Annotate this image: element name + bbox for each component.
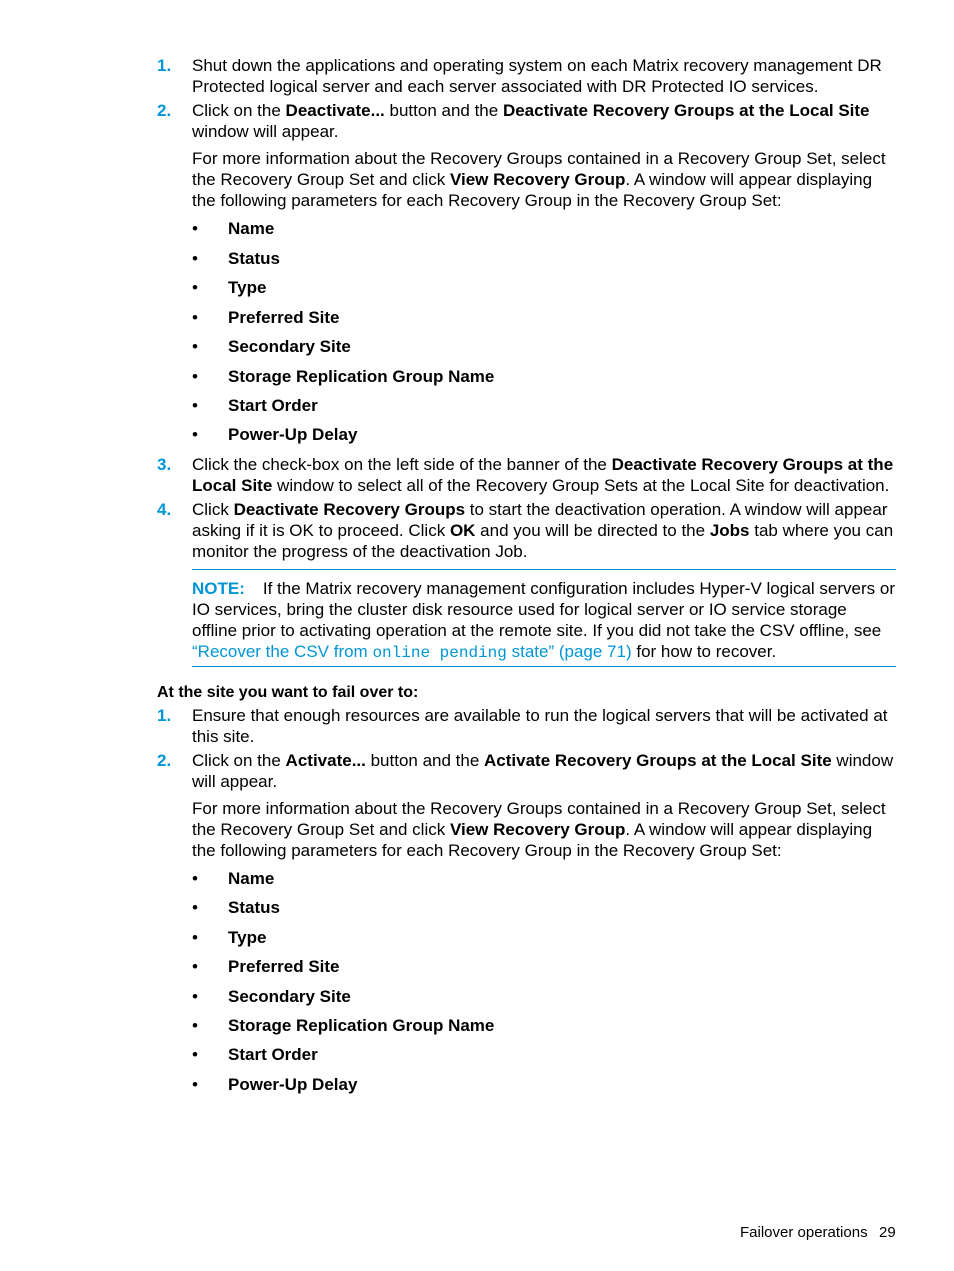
bullet-icon: • xyxy=(192,219,198,238)
link-code: online pending xyxy=(372,644,507,662)
text-run: If the Matrix recovery management configuration includes Hyper-V logical servers or IO services, bring the cluster disk resource used for logical server or IO service storage offline prior to activating operation at the remote site. If you did not take the CSV offline, see xyxy=(192,579,895,640)
param-label: Status xyxy=(228,898,280,917)
text-run: window will appear. xyxy=(192,751,894,791)
bullet-icon: • xyxy=(192,367,198,386)
bullet-icon: • xyxy=(192,1016,198,1035)
ui-term-window: Activate Recovery Groups at the Local Site xyxy=(484,751,832,770)
note-box xyxy=(192,569,896,667)
info-paragraph-b xyxy=(192,798,898,861)
link-text: “Recover the CSV from xyxy=(192,642,373,661)
step-text: Ensure that enough resources are available to run the logical servers that will be activated at this site. xyxy=(192,706,888,746)
text-run: tab where you can monitor the progress of the deactivation Job. xyxy=(192,521,894,561)
param-label: Power-Up Delay xyxy=(228,425,358,444)
param-label: Secondary Site xyxy=(228,337,351,356)
text-run: Click xyxy=(192,500,234,519)
bullet-icon: • xyxy=(192,278,198,297)
info-paragraph-a xyxy=(192,148,898,211)
ui-term-activate: Activate... xyxy=(285,751,366,770)
bullet-icon: • xyxy=(192,1045,198,1064)
param-label: Type xyxy=(228,278,267,297)
bullet-icon: • xyxy=(192,957,198,976)
param-label: Preferred Site xyxy=(228,957,340,976)
text-run: to start the deactivation operation. A window will appear asking if it is OK to proceed. Click xyxy=(192,500,888,540)
param-label: Secondary Site xyxy=(228,987,351,1006)
bullet-icon: • xyxy=(192,869,198,888)
param-label: Start Order xyxy=(228,396,318,415)
text-run: Click on the xyxy=(192,101,286,120)
text-run: . A window will appear displaying the following parameters for each Recovery Group in the Recovery Group Set: xyxy=(192,820,873,860)
text-run: For more information about the Recovery Groups contained in a Recovery Group Set, select the Recovery Group Set and click xyxy=(192,149,886,189)
bullet-icon: • xyxy=(192,396,198,415)
footer-page-number: 29 xyxy=(879,1224,896,1241)
step-number: 1. xyxy=(157,56,172,75)
text-run: button and the xyxy=(384,101,503,120)
step-number: 4. xyxy=(157,500,172,519)
ui-term-deactivate: Deactivate... xyxy=(285,101,385,120)
ui-term-ok: OK xyxy=(449,521,476,540)
bullet-icon: • xyxy=(192,1075,198,1094)
param-label: Start Order xyxy=(228,1045,318,1064)
footer-section-title: Failover operations xyxy=(740,1224,868,1241)
param-label: Type xyxy=(228,928,267,947)
ui-term-window: Deactivate Recovery Groups at the Local Site xyxy=(502,101,870,120)
step-text xyxy=(192,100,899,142)
ui-term-view-recovery-group: View Recovery Group xyxy=(449,170,626,189)
step-text: Shut down the applications and operating system on each Matrix recovery management DR Protected logical server and each server associated with DR Protected IO services. xyxy=(192,56,882,96)
bullet-icon: • xyxy=(192,425,198,444)
step-text xyxy=(192,454,899,496)
step-number: 3. xyxy=(157,455,172,474)
text-run: button and the xyxy=(365,751,485,770)
param-label: Power-Up Delay xyxy=(228,1075,358,1094)
ui-term-window: Deactivate Recovery Groups at the Local Site xyxy=(192,455,894,495)
text-run: window will appear. xyxy=(192,122,339,141)
param-label: Status xyxy=(228,249,280,268)
bullet-icon: • xyxy=(192,249,198,268)
link-text: state” (page 71) xyxy=(506,642,632,661)
bullet-icon: • xyxy=(192,928,198,947)
text-run: and you will be directed to the xyxy=(475,521,710,540)
ui-term-view-recovery-group: View Recovery Group xyxy=(449,820,626,839)
text-run: Click on the xyxy=(192,751,286,770)
text-run: for how to recover. xyxy=(631,642,777,661)
param-label: Preferred Site xyxy=(228,308,340,327)
note-label: NOTE: xyxy=(192,579,245,598)
step-number: 2. xyxy=(157,751,172,770)
param-label: Storage Replication Group Name xyxy=(228,367,495,386)
section-heading: At the site you want to fail over to: xyxy=(157,684,419,701)
bullet-icon: • xyxy=(192,337,198,356)
note-text xyxy=(192,578,896,664)
bullet-icon: • xyxy=(192,987,198,1006)
cross-reference-link[interactable] xyxy=(192,642,632,661)
ui-term-jobs: Jobs xyxy=(709,521,750,540)
text-run: Click the check-box on the left side of the banner of the xyxy=(192,455,612,474)
bullet-icon: • xyxy=(192,898,198,917)
step-number: 2. xyxy=(157,101,172,120)
text-run: For more information about the Recovery Groups contained in a Recovery Group Set, select the Recovery Group Set and click xyxy=(192,799,886,839)
param-label: Storage Replication Group Name xyxy=(228,1016,495,1035)
step-text xyxy=(192,750,899,792)
step-number: 1. xyxy=(157,706,172,725)
ui-term-deactivate-groups: Deactivate Recovery Groups xyxy=(233,500,466,519)
text-run: . A window will appear displaying the following parameters for each Recovery Group in the Recovery Group Set: xyxy=(192,170,873,210)
param-label: Name xyxy=(228,869,275,888)
param-label: Name xyxy=(228,219,275,238)
bullet-icon: • xyxy=(192,308,198,327)
step-text xyxy=(192,499,899,562)
text-run: window to select all of the Recovery Group Sets at the Local Site for deactivation. xyxy=(272,476,890,495)
